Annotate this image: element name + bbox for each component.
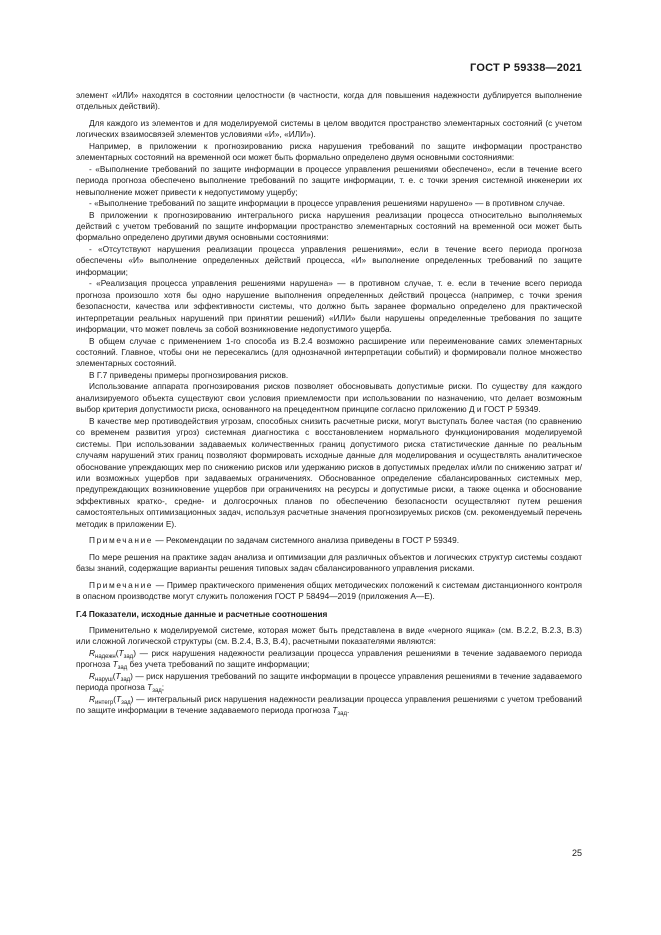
indicator-definition: $R_{наруш}(T_{зад})$ — риск нарушения требований по защите информации в процессе управления решениями в течение задаваемого периода прогноза $T_{зад}$;: [76, 670, 582, 695]
indicator-definition: $R_{интегр}(T_{зад})$ — интегральный риск нарушения надежности реализации процесса управления решениями с учетом требований по защите информации в течение задаваемого периода прогноза $T_{зад}$.: [76, 693, 582, 718]
note-text: — Рекомендации по задачам системного анализа приведены в ГОСТ Р 59349.: [153, 535, 460, 546]
note: [76, 535, 582, 546]
list-item: - «Выполнение требований по защите информации в процессе управления решениями нарушено» — в противном случае.: [89, 198, 565, 209]
note-label: Примечание: [89, 579, 154, 590]
paragraph: По мере решения на практике задач анализа и оптимизации для различных объектов и логических структур системы создают базы знаний, содержащие варианты решения типовых задач сбалансированного управления рисками.: [76, 551, 582, 574]
list-item: - «Реализация процесса управления решениями нарушена» — в противном случае, т. е. если в течение всего периода прогноза произошло хотя бы одно нарушение выполнения определенных действий процесса (например, с точки зрения безопасности, качества или эффективности системы, что должно быть заранее формально определено для практической интерпретации реальных нарушений при принятии решений) «ИЛИ» были нарушены определенные требования по защите информации, что может повлечь за собой возникновение недопустимого ущерба.: [76, 278, 582, 335]
paragraph: Использование аппарата прогнозирования рисков позволяет обосновывать допустимые риски. По существу для каждого анализируемого объекта существуют свои условия приемлемости при использовании по назначению, что делает возможным выбор критерия допустимости риска, основанного на прецедентном принципе согласно приложению Д и ГОСТ Р 59349.: [76, 381, 582, 415]
note: [76, 580, 582, 603]
paragraph: Например, в приложении к прогнозированию риска нарушения требований по защите информации пространство элементарных состояний на временной оси может быть формально определено двумя основными состояниями:: [76, 140, 582, 163]
paragraph: элемент «ИЛИ» находятся в состоянии целостности (в частности, когда для повышения надежности дублируется выполнение отдельных действий).: [76, 90, 582, 112]
paragraph: В Г.7 приведены примеры прогнозирования рисков.: [89, 369, 289, 380]
paragraph: Для каждого из элементов и для моделируемой системы в целом вводится пространство элементарных состояний (с учетом логических взаимосвязей элементов условиями «И», «ИЛИ»).: [76, 117, 582, 140]
list-item: - «Отсутствуют нарушения реализации процесса управления решениями», если в течение всего периода прогноза обеспечены «И» выполнение определенных действий процесса, «И» выполнение определенных требований по защите информации;: [76, 243, 582, 277]
document-header: ГОСТ Р 59338—2021: [470, 62, 582, 74]
document-body: [76, 90, 582, 717]
note-label: Примечание: [89, 535, 154, 546]
page-number: 25: [571, 848, 582, 858]
section-title: Г.4 Показатели, исходные данные и расчетные соотношения: [76, 609, 328, 620]
paragraph: В приложении к прогнозированию интегрального риска нарушения реализации процесса относительно выполняемых действий с учетом требований по защите информации пространство элементарных состояний на временной оси может быть формально определено другими двумя основными состояниями:: [76, 209, 582, 243]
indicator-definition: $R_{надежн}(T_{зад})$ — риск нарушения надежности реализации процесса управления решениями в течение задаваемого периода прогноза $T_{зад}$ без учета требований по защите информации;: [76, 647, 582, 672]
paragraph: В общем случае с применением 1-го способа из В.2.4 возможно расширение или переименование самих элементарных состояний. Главное, чтобы они не пересекались (для однозначной интерпретации событий) и формировали полное множество элементарных состояний.: [76, 335, 582, 369]
paragraph: Применительно к моделируемой системе, которая может быть представлена в виде «черного ящика» (см. В.2.2, В.2.3, В.3) или сложной логической структуры (см. В.2.4, В.3, В.4), расчетными показателями являются:: [76, 624, 582, 647]
paragraph: В качестве мер противодействия угрозам, способных снизить расчетные риски, могут выступать более частая (по сравнению со временем развития угроз) системная диагностика с восстановлением нормального функционирования моделируемой системы. При использовании задаваемых количественных границ допустимого риска статистические данные по реальным случаям нарушений этих границ позволяют формировать исходные данные для моделирования и осуществлять аналитическое обоснование упреждающих мер по снижению рисков или удержанию рисков в допустимых пределах и/или по снижению затрат и/или возможных ущербов при задаваемых ограничениях. Обоснованное определение сбалансированных системных мер, предупреждающих возникновение ущербов при ограничениях на ресурсы и допустимые риски, а также оценка и обоснование эффективных кратко-, средне- и долгосрочных планов по обеспечению безопасности осуществляют путем решения самостоятельных оптимизационных задач, используя расчетные значения прогнозируемых рисков (см. рекомендуемый перечень методик в приложении Е).: [76, 415, 582, 529]
note-text: — Пример практического применения общих методических положений к системам дистанционного контроля в опасном производстве могут служить положения ГОСТ Р 58494—2019 (приложения А—Е).: [76, 579, 582, 602]
list-item: - «Выполнение требований по защите информации в процессе управления решениями обеспечено», если в течение всего периода прогноза обеспечено выполнение требований по защите информации, т. е. с точки зрения системной инженерии их невыполнение может привести к недопустимому ущербу;: [76, 163, 582, 197]
